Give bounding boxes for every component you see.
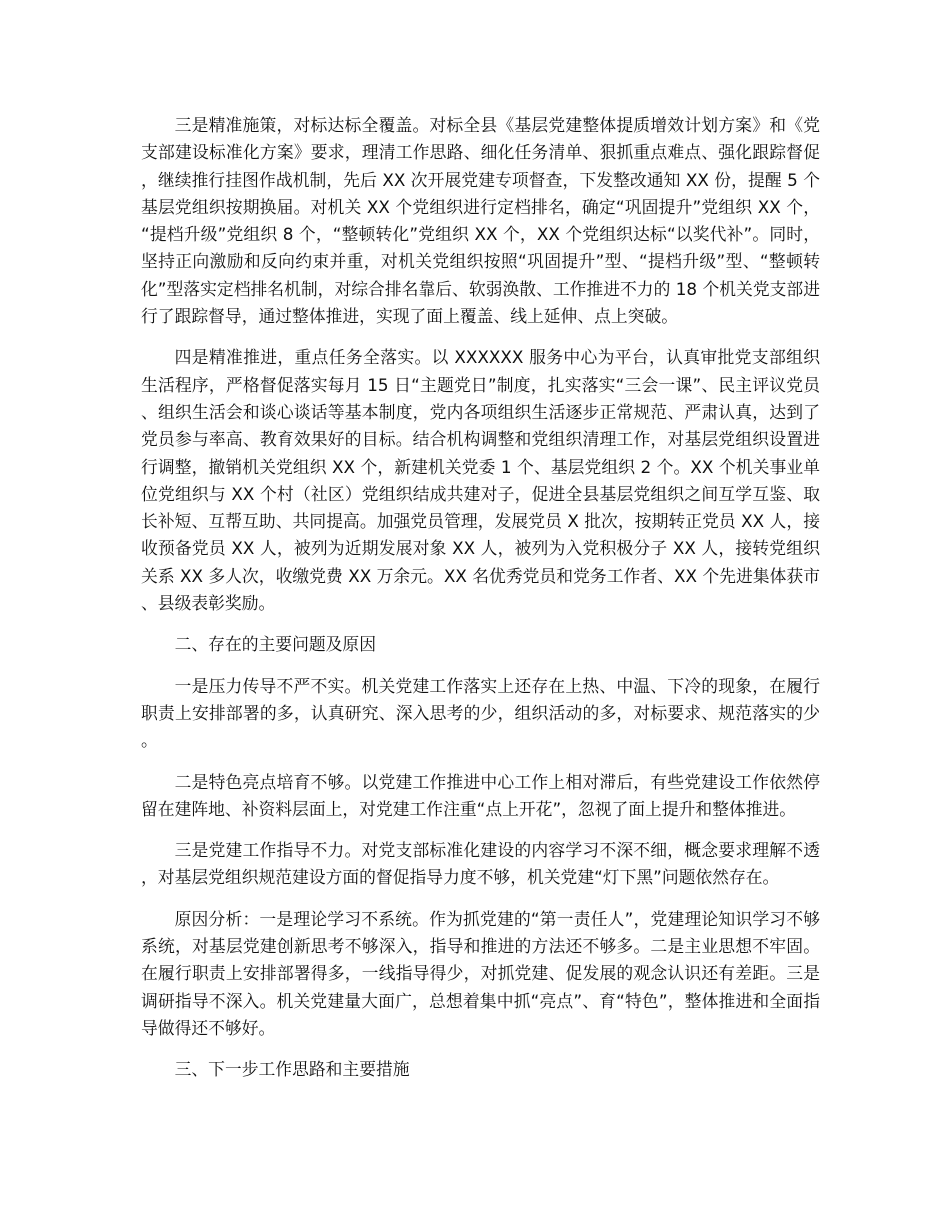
section-heading-problems: 二、存在的主要问题及原因 [174,634,376,655]
paragraph-problem-highlights: 二是特色亮点培育不够。以党建工作推进中心工作上相对滞后，有些党建设工作依然停留在建阵地、补资料层面上，对党建工作注重“点上开花”，忽视了面上提升和整体推进。 [141,771,820,819]
paragraph-cause-analysis: 原因分析：一是理论学习不系统。作为抓党建的“第一责任人”，党建理论知识学习不够系统，对基层党建创新思考不够深入，指导和推进的方法还不够多。二是主业思想不牢固。在履行职责上安排部署得多，一线指导得少，对抓党建、促发展的观念认识还有差距。三是调研指导不深入。机关党建量大面广，总想着集中抓“亮点”、育“特色”，整体推进和全面指导做得还不够好。 [141,908,820,1038]
document-page [141,112,820,1098]
paragraph-precise-measures: 三是精准施策，对标达标全覆盖。对标全县《基层党建整体提质增效计划方案》和《党支部建设标准化方案》要求，理清工作思路、细化任务清单、狠抓重点难点、强化跟踪督促，继续推行挂图作战机制，先后 XX 次开展党建专项督查，下发整改通知 XX 份，提醒 5 个基层党组织按期换届。对机关 XX 个党组织进行定档排名，确定“巩固提升”党组织 XX 个，“提档升级”党组织 8 个，“整顿转化”党组织 XX 个，XX 个党组织达标“以奖代补”。同时，坚持正向激励和反向约束并重，对机关党组织按照“巩固提升”型、“提档升级”型、“整顿转化”型落实定档排名机制，对综合排名靠后、软弱涣散、工作推进不力的 18 个机关党支部进行了跟踪督导，通过整体推进，实现了面上覆盖、线上延伸、点上突破。 [141,115,820,327]
paragraph-problem-pressure: 一是压力传导不严不实。机关党建工作落实上还存在上热、中温、下冷的现象，在履行职责上安排部署的多，认真研究、深入思考的少，组织活动的多，对标要求、规范落实的少。 [141,675,820,751]
paragraph-problem-guidance: 三是党建工作指导不力。对党支部标准化建设的内容学习不深不细，概念要求理解不透，对基层党组织规范建设方面的督促指导力度不够，机关党建“灯下黑”问题依然存在。 [141,840,820,888]
paragraph-precise-advance: 四是精准推进，重点任务全落实。以 XXXXXX 服务中心为平台，认真审批党支部组织生活程序，严格督促落实每月 15 日“主题党日”制度，扎实落实“三会一课”、民主评议党员、组织生活会和谈心谈话等基本制度，党内各项组织生活逐步正常规范、严肃认真，达到了党员参与率高、教育效果好的目标。结合机构调整和党组织清理工作，对基层党组织设置进行调整，撤销机关党组织 XX 个，新建机关党委 1 个、基层党组织 2 个。XX 个机关事业单位党组织与 XX 个村（社区）党组织结成共建对子，促进全县基层党组织之间互学互鉴、取长补短、互帮互助、共同提高。加强党员管理，发展党员 X 批次，按期转正党员 XX 人，接收预备党员 XX 人，被列为近期发展对象 XX 人，被列为入党积极分子 XX 人，接转党组织关系 XX 多人次，收缴党费 XX 万余元。XX 名优秀党员和党务工作者、XX 个先进集体获市、县级表彰奖励。 [141,347,820,614]
section-heading-next-steps: 三、下一步工作思路和主要措施 [174,1059,410,1080]
